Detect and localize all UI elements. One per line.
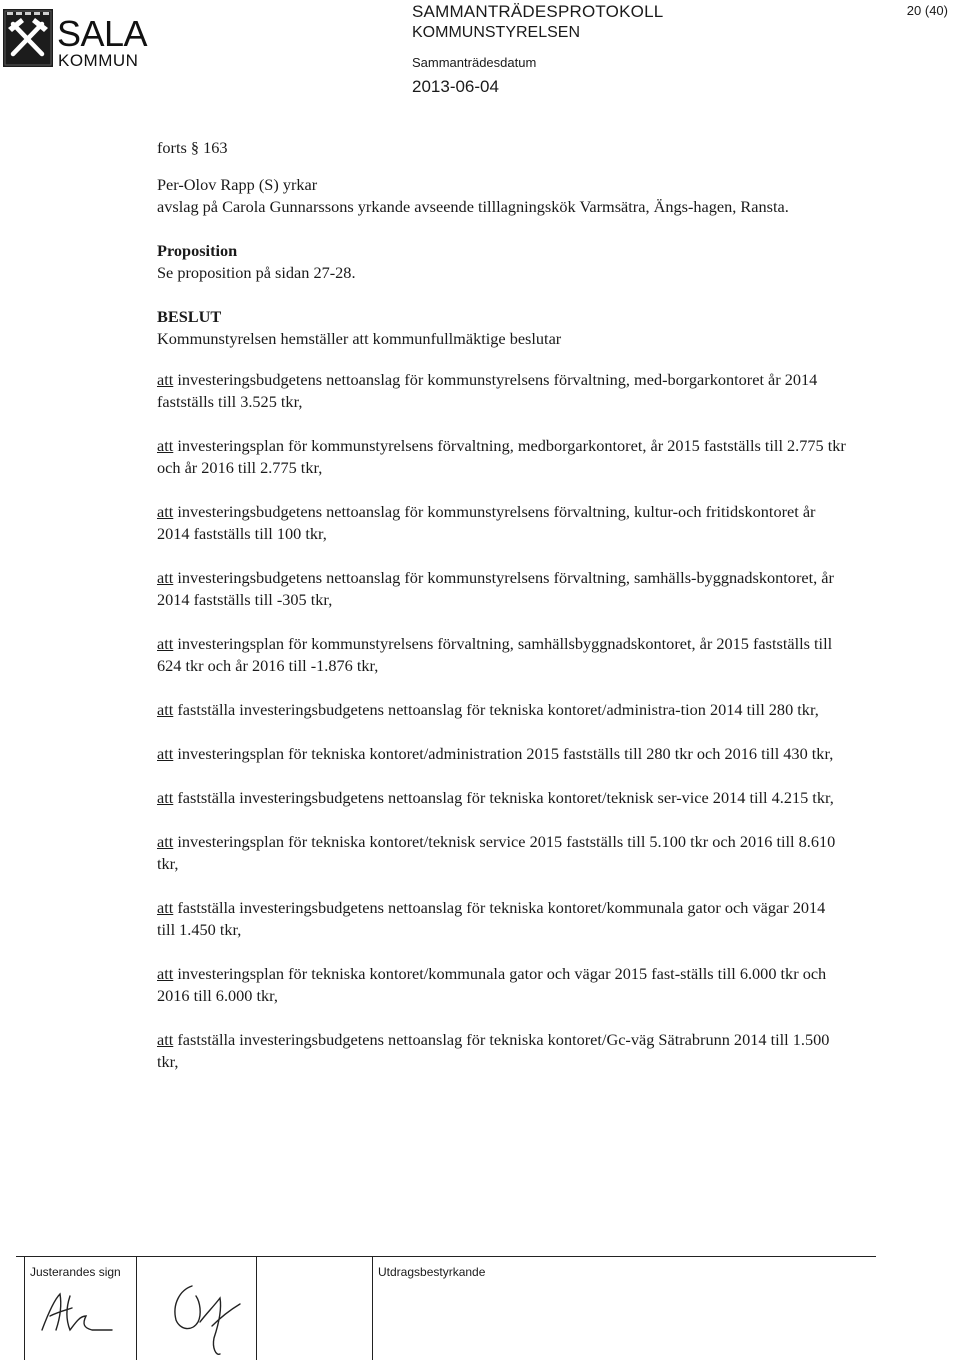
beslut-heading: BESLUT: [157, 307, 222, 326]
decision-item-text: investeringsplan för tekniska kontoret/teknisk service 2015 fastställs till 5.100 tkr och 2016 till 8.610 tkr,: [157, 832, 836, 873]
att-marker: att: [157, 788, 174, 807]
att-marker: att: [157, 634, 174, 653]
att-marker: att: [157, 744, 174, 763]
att-marker: att: [157, 964, 174, 983]
att-marker: att: [157, 502, 174, 521]
decision-item: [157, 897, 847, 941]
decision-item: [157, 501, 847, 545]
decision-item: [157, 743, 847, 765]
decision-item: [157, 787, 847, 809]
decision-item: [157, 831, 847, 875]
page-number: 20 (40): [906, 3, 948, 18]
section-continuation: forts § 163: [157, 138, 228, 157]
municipal-crest-icon: [2, 8, 54, 68]
decision-item-text: fastställa investeringsbudgetens nettoanslag för tekniska kontoret/teknisk ser-vice 2014 till 4.215 tkr,: [177, 788, 834, 807]
decision-item-text: investeringsplan för kommunstyrelsens förvaltning, samhällsbyggnadskontoret, år 2015 fastställs till 624 tkr och år 2016 till -1.876 tkr,: [157, 634, 833, 675]
decision-item: [157, 699, 847, 721]
att-marker: att: [157, 832, 174, 851]
decision-item-text: fastställa investeringsbudgetens nettoanslag för tekniska kontoret/kommunala gator och vägar 2014 till 1.450 tkr,: [157, 898, 826, 939]
logo-sub: KOMMUN: [58, 51, 139, 70]
utdragsbestyrkande-label: Utdragsbestyrkande: [378, 1265, 486, 1279]
decision-item: [157, 567, 847, 611]
decision-item-text: investeringsbudgetens nettoanslag för kommunstyrelsens förvaltning, kultur-och fritidskontoret år 2014 fastställs till 100 tkr,: [157, 502, 816, 543]
att-marker: att: [157, 1030, 174, 1049]
att-marker: att: [157, 568, 174, 587]
decision-item-text: investeringsplan för tekniska kontoret/administration 2015 fastställs till 280 tkr och 2016 till 430 tkr,: [177, 744, 834, 763]
signature-2-icon: [162, 1276, 252, 1360]
decision-item-text: investeringsbudgetens nettoanslag för kommunstyrelsens förvaltning, med-borgarkontoret år 2014 fastställs till 3.525 tkr,: [157, 370, 818, 411]
document-body: [157, 137, 847, 1073]
yrkande-name: Per-Olov Rapp (S) yrkar: [157, 175, 318, 194]
decision-item-text: investeringsplan för kommunstyrelsens förvaltning, medborgarkontoret, år 2015 fastställs till 2.775 tkr och år 2016 till 2.775 tkr,: [157, 436, 846, 477]
decision-item: [157, 1029, 847, 1073]
meeting-date: 2013-06-04: [412, 77, 499, 96]
decision-item: [157, 369, 847, 413]
logo-name: SALA: [57, 13, 148, 54]
decision-item: [157, 633, 847, 677]
decision-list: [157, 369, 847, 1073]
sala-kommun-logo: [0, 0, 160, 80]
footer-divider: [16, 1256, 876, 1257]
beslut-intro: Kommunstyrelsen hemställer att kommunfullmäktige beslutar: [157, 329, 562, 348]
justerandes-sign-label: Justerandes sign: [30, 1265, 121, 1279]
proposition-text: Se proposition på sidan 27-28.: [157, 263, 356, 282]
footer-border-sign-2: [256, 1256, 257, 1360]
decision-item-text: fastställa investeringsbudgetens nettoanslag för tekniska kontoret/administra-tion 2014 till 280 tkr,: [177, 700, 819, 719]
document-header: [412, 2, 663, 98]
organization-name: KOMMUNSTYRELSEN: [412, 24, 581, 41]
signature-1-icon: [36, 1286, 116, 1338]
att-marker: att: [157, 700, 174, 719]
decision-item-text: investeringsbudgetens nettoanslag för kommunstyrelsens förvaltning, samhälls-byggnadskontoret, år 2014 fastställs till -305 tkr,: [157, 568, 834, 609]
footer-border-left: [24, 1256, 25, 1360]
meeting-date-label: Sammanträdesdatum: [412, 55, 537, 70]
att-marker: att: [157, 898, 174, 917]
footer-border-utdrag: [372, 1256, 373, 1360]
document-title: SAMMANTRÄDESPROTOKOLL: [412, 2, 664, 21]
att-marker: att: [157, 370, 174, 389]
decision-item-text: investeringsplan för tekniska kontoret/kommunala gator och vägar 2015 fast-ställs till 6.000 tkr och 2016 till 6.000 tkr,: [157, 964, 827, 1005]
proposition-heading: Proposition: [157, 241, 238, 260]
att-marker: att: [157, 436, 174, 455]
yrkande-text: avslag på Carola Gunnarssons yrkande avseende tilllagningskök Varmsätra, Ängs-hagen, Ransta.: [157, 197, 789, 216]
decision-item: [157, 963, 847, 1007]
signature-footer: [16, 1252, 876, 1360]
footer-border-sign-1: [136, 1256, 137, 1360]
decision-item: [157, 435, 847, 479]
decision-item-text: fastställa investeringsbudgetens nettoanslag för tekniska kontoret/Gc-väg Sätrabrunn 2014 till 1.500 tkr,: [157, 1030, 830, 1071]
